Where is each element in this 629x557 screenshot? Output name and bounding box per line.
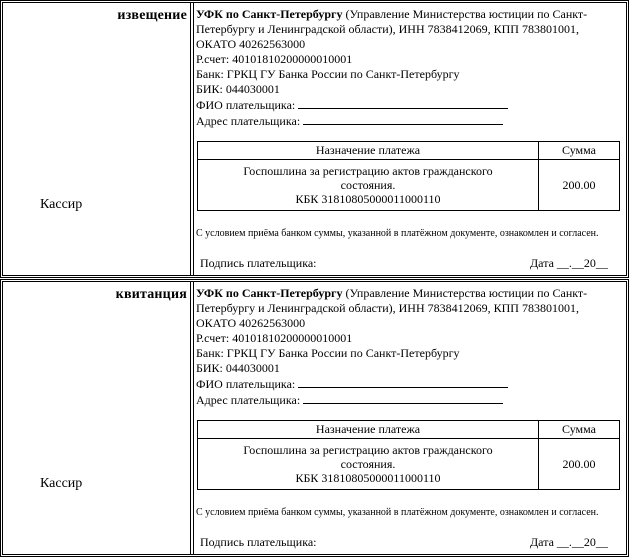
payer-name-field[interactable] — [298, 376, 508, 388]
payment-table — [197, 420, 620, 490]
notice-section — [0, 0, 629, 278]
divider — [190, 281, 191, 555]
payer-address-label: Адрес плательщика: — [196, 114, 301, 128]
column-header-purpose: Назначение платежа — [198, 421, 539, 439]
terms-text: С условием приёма банком суммы, указанной в платёжном документе, ознакомлен и согласен. — [196, 507, 599, 518]
purpose-line: Госпошлина за регистрацию актов гражданского — [243, 164, 493, 178]
payer-address-label: Адрес плательщика: — [196, 393, 301, 407]
purpose-line: Госпошлина за регистрацию актов гражданского — [243, 443, 493, 457]
bik: БИК: 044030001 — [196, 82, 280, 96]
account-number: Р.счет: 40101810200000010001 — [196, 52, 353, 66]
purpose-kbk: КБК 31810805000011000110 — [295, 192, 441, 206]
payee-name: УФК по Санкт-Петербургу — [196, 286, 343, 300]
purpose-kbk: КБК 31810805000011000110 — [295, 471, 441, 485]
payer-name-field[interactable] — [298, 97, 508, 109]
purpose-cell — [198, 439, 539, 490]
divider — [190, 2, 191, 276]
payee-name: УФК по Санкт-Петербургу — [196, 7, 343, 21]
column-header-purpose: Назначение платежа — [198, 142, 539, 160]
payer-name-label: ФИО плательщика: — [196, 98, 296, 112]
cashier-label: Кассир — [40, 197, 83, 212]
payer-name-row — [196, 97, 622, 113]
receipt-section — [0, 279, 629, 557]
account-number: Р.счет: 40101810200000010001 — [196, 331, 353, 345]
date-label: Дата __.__20__ — [530, 535, 608, 549]
bank-name: Банк: ГРКЦ ГУ Банка России по Санкт-Петербургу — [196, 67, 460, 81]
payer-address-field[interactable] — [303, 392, 503, 404]
amount-cell: 200.00 — [539, 160, 620, 211]
cashier-label: Кассир — [40, 476, 83, 491]
payer-name-label: ФИО плательщика: — [196, 377, 296, 391]
payee-details: (Управление Министерства юстиции по Санкт-Петербургу и Ленинградской области), ИНН 7838412069, КПП 783801001, ОКАТО 40262563000 — [196, 286, 588, 330]
purpose-line: состояния. — [340, 457, 396, 471]
bank-name: Банк: ГРКЦ ГУ Банка России по Санкт-Петербургу — [196, 346, 460, 360]
divider — [193, 281, 194, 555]
payer-address-row — [196, 392, 622, 408]
payee-info — [196, 7, 622, 52]
signature-label: Подпись плательщика: — [200, 256, 317, 270]
signature-label: Подпись плательщика: — [200, 535, 317, 549]
table-header-row — [198, 142, 620, 160]
divider — [193, 2, 194, 276]
column-header-amount: Сумма — [539, 142, 620, 160]
purpose-cell — [198, 160, 539, 211]
amount-cell: 200.00 — [539, 439, 620, 490]
payment-table — [197, 141, 620, 211]
payment-details — [196, 7, 622, 129]
bik: БИК: 044030001 — [196, 361, 280, 375]
purpose-line: состояния. — [340, 178, 396, 192]
payee-details: (Управление Министерства юстиции по Санкт-Петербургу и Ленинградской области), ИНН 7838412069, КПП 783801001, ОКАТО 40262563000 — [196, 7, 588, 51]
section-label: извещение — [117, 8, 187, 23]
payer-address-field[interactable] — [303, 113, 503, 125]
column-header-amount: Сумма — [539, 421, 620, 439]
table-header-row — [198, 421, 620, 439]
payer-address-row — [196, 113, 622, 129]
table-row — [198, 439, 620, 490]
payee-info — [196, 286, 622, 331]
payment-details — [196, 286, 622, 408]
table-row — [198, 160, 620, 211]
terms-text: С условием приёма банком суммы, указанной в платёжном документе, ознакомлен и согласен. — [196, 228, 599, 239]
date-label: Дата __.__20__ — [530, 256, 608, 270]
section-label: квитанция — [115, 287, 187, 302]
payer-name-row — [196, 376, 622, 392]
